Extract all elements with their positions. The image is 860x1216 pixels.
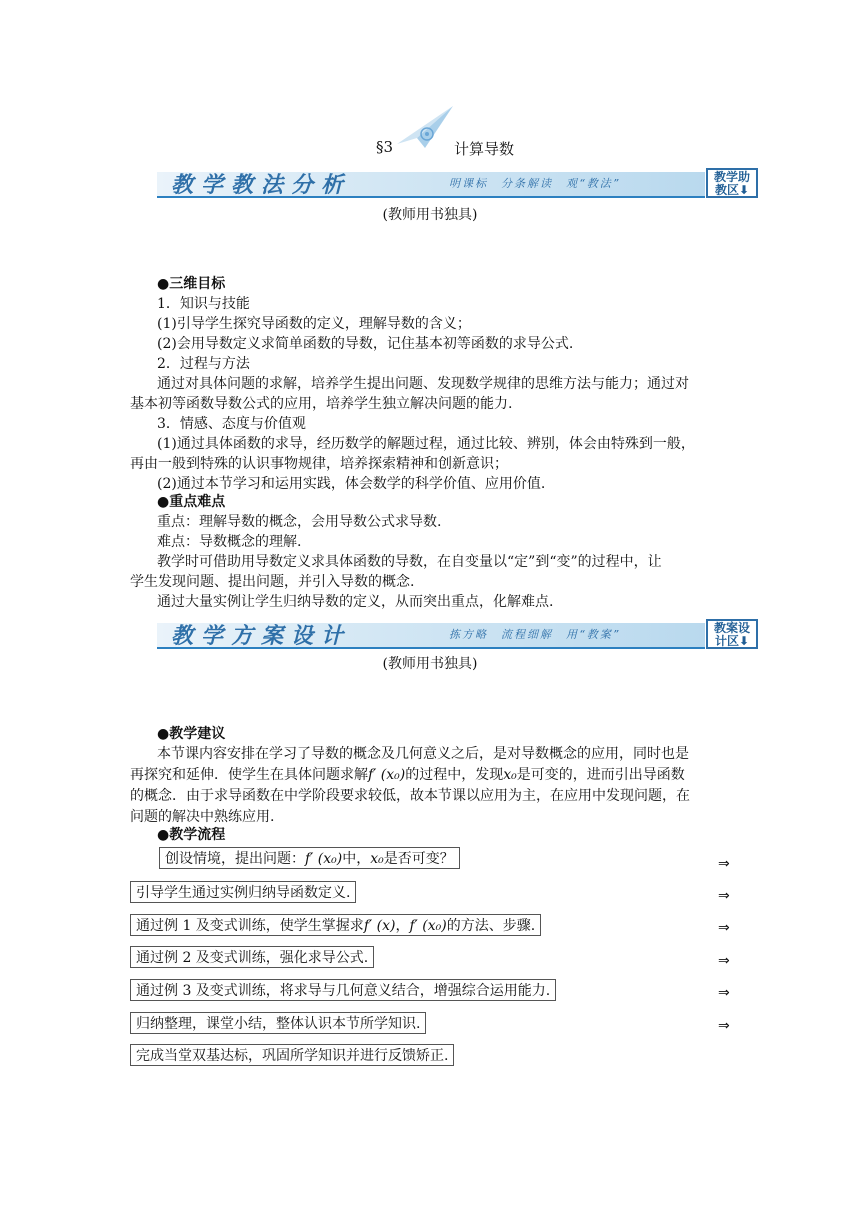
banner-box-line2: 教区⬇ [714, 183, 750, 197]
flow-arrow: ⇒ [718, 856, 730, 872]
key-line: 通过大量实例让学生归纳导数的定义，从而突出重点，化解难点. [157, 594, 554, 610]
suggest-text: 再探究和延伸．使学生在具体问题求解 [130, 767, 368, 783]
teacher-note: (教师用书独具) [382, 207, 478, 223]
flow-step-6: 归纳整理，课堂小结，整体认识本节所学知识. [130, 1012, 426, 1034]
math-fprime-x0: f′ (x₀) [305, 851, 343, 867]
flow-arrow: ⇒ [718, 985, 730, 1001]
goals-line: (1)通过具体函数的求导，经历数学的解题过程，通过比较、辨别，体会由特殊到一般， [157, 436, 695, 452]
key-heading: ●重点难点 [157, 494, 226, 510]
goals-line: 基本初等函数导数公式的应用，培养学生独立解决问题的能力. [130, 396, 513, 412]
goals-line: 1．知识与技能 [157, 296, 250, 312]
banner-box-line1: 教学助 [713, 170, 750, 184]
key-line: 难点：导数概念的理解. [157, 534, 302, 550]
section-title: 计算导数 [454, 140, 515, 158]
flow-step-3 [130, 914, 541, 936]
flow-text: 创设情境，提出问题： [165, 851, 305, 867]
banner-zone-box [706, 619, 758, 649]
banner-teaching-plan [157, 619, 763, 649]
flow-step-5: 通过例 3 及变式训练，将求导与几何意义结合，增强综合运用能力. [130, 979, 556, 1001]
goals-line: 2．过程与方法 [157, 356, 250, 372]
flow-step-7: 完成当堂双基达标，巩固所学知识并进行反馈矫正. [130, 1044, 454, 1066]
goals-line: 3．情感、态度与价值观 [157, 416, 306, 432]
flow-arrow: ⇒ [718, 953, 730, 969]
suggest-heading: ●教学建议 [157, 726, 226, 742]
flow-heading: ●教学流程 [157, 827, 226, 843]
flow-text: 中， [342, 851, 371, 867]
math-fprime-x: f′ (x) [363, 918, 396, 934]
math-fprime-x0: f′ (x₀) [409, 918, 447, 934]
goals-line: 通过对具体问题的求解，培养学生提出问题、发现数学规律的思维方法与能力；通过对 [157, 376, 689, 392]
banner-teaching-analysis [157, 168, 763, 198]
key-line: 学生发现问题、提出问题，并引入导数的概念. [130, 574, 415, 590]
banner-title: 教学教法分析 [171, 173, 352, 198]
math-x0: x₀ [370, 851, 384, 867]
suggest-text: 是可变的，进而引出导函数 [516, 767, 685, 783]
key-line: 教学时可借助用导数定义求具体函数的导数，在自变量以“定”到“变”的过程中，让 [157, 554, 662, 570]
flow-step-2: 引导学生通过实例归纳导函数定义. [130, 881, 356, 903]
suggest-line [130, 764, 685, 786]
flow-text: 是否可变？ [383, 851, 454, 867]
section-number: §3 [376, 138, 394, 156]
banner-title: 教学方案设计 [171, 624, 352, 649]
goals-line: (2)通过本节学习和运用实践，体会数学的科学价值、应用价值. [157, 476, 546, 492]
banner-box-line1: 教案设 [713, 621, 750, 635]
banner-slogan: 明课标 分条解读 观“教法” [449, 177, 621, 190]
suggest-text: 的过程中，发现 [405, 767, 504, 783]
teacher-note: (教师用书独具) [382, 656, 478, 672]
flow-step-1 [159, 847, 460, 869]
flow-arrow: ⇒ [718, 888, 730, 904]
flow-text: 的方法、步骤. [446, 918, 536, 934]
banner-zone-box [706, 168, 758, 198]
math-x0: x₀ [503, 767, 517, 783]
math-fprime-x0: f′ (x₀) [368, 767, 406, 783]
goals-line: (1)引导学生探究导函数的定义，理解导数的含义； [157, 316, 471, 332]
flow-arrow: ⇒ [718, 1018, 730, 1034]
suggest-line: 的概念．由于求导函数在中学阶段要求较低，故本节课以应用为主，在应用中发现问题，在 [130, 788, 690, 804]
goals-heading: ●三维目标 [157, 276, 226, 292]
flow-text: ， [395, 918, 410, 934]
flow-arrow: ⇒ [718, 920, 730, 936]
goals-line: (2)会用导数定义求简单函数的导数，记住基本初等函数的求导公式. [157, 336, 574, 352]
flow-text: 通过例 1 及变式训练，使学生掌握求 [136, 918, 364, 934]
flow-step-4: 通过例 2 及变式训练，强化求导公式. [130, 946, 374, 968]
banner-box-line2: 计区⬇ [714, 634, 750, 648]
suggest-line: 本节课内容安排在学习了导数的概念及几何意义之后，是对导数概念的应用，同时也是 [157, 746, 689, 762]
banner-slogan: 拣方略 流程细解 用“教案” [449, 628, 621, 641]
goals-line: 再由一般到特殊的认识事物规律，培养探索精神和创新意识； [130, 456, 508, 472]
key-line: 重点：理解导数的概念，会用导数公式求导数. [157, 514, 442, 530]
section-heading [0, 136, 860, 160]
suggest-line: 问题的解决中熟练应用. [130, 809, 275, 825]
